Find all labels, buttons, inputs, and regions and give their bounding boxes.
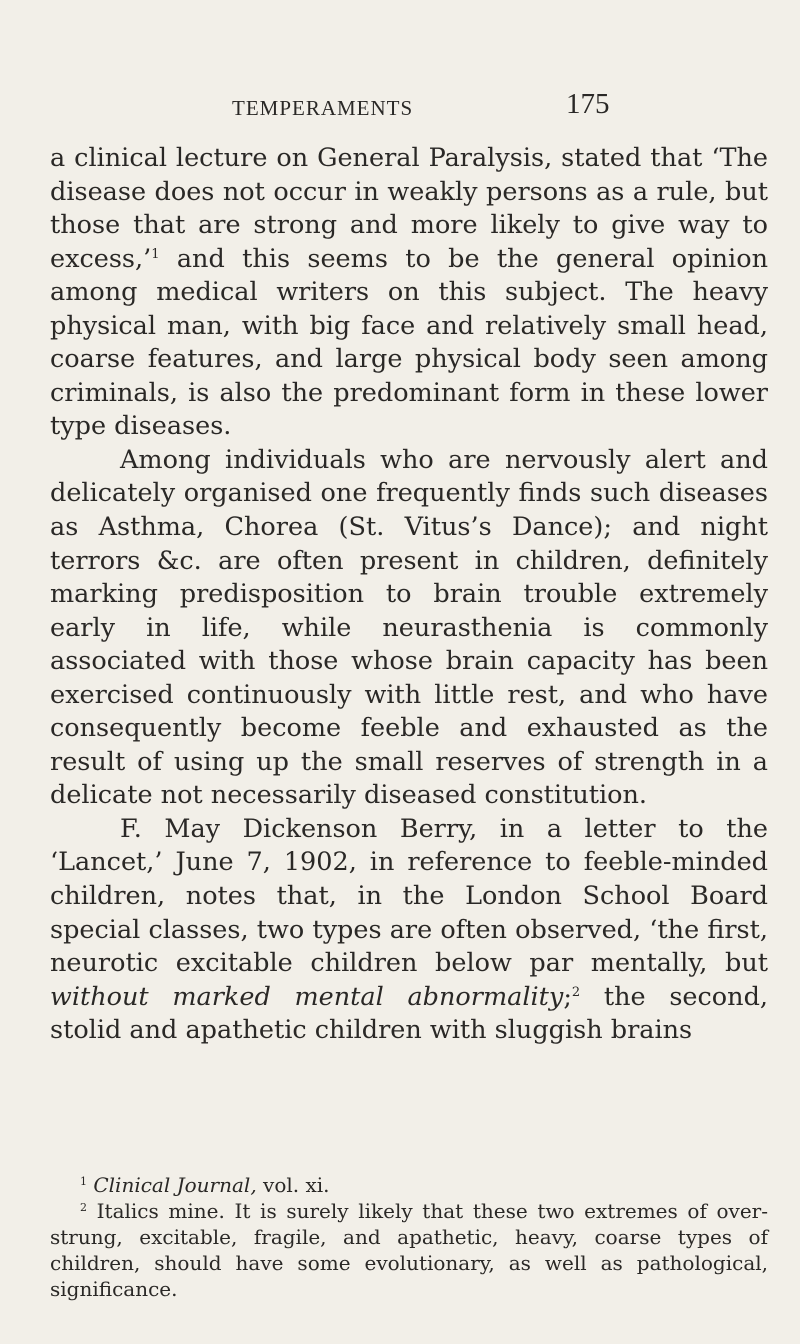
footnote-ref-2: 2 xyxy=(571,984,581,1000)
italic-phrase: without marked mental abnormality xyxy=(50,981,564,1012)
footnote-2 xyxy=(50,1198,768,1302)
footnote-2-text: Italics mine. It is surely likely that these two extremes of over-strung, excitable, fragile, and apathetic, heavy, coarse types of children, should have some evolutionary, as well as pathological, significance. xyxy=(50,1199,768,1301)
body-text xyxy=(50,142,768,1048)
paragraph-3 xyxy=(50,813,768,1048)
footnote-ref-1: 1 xyxy=(151,246,160,262)
paragraph-1-text-cont: and this seems to be the general opinion among medical writers on this subject. The heavy physical man, with big face and relatively small head, coarse features, and large physical body seen among criminals, is also the predominant form in these lower type diseases. xyxy=(50,243,768,442)
paragraph-1 xyxy=(50,142,768,444)
paragraph-3-text: F. May Dickenson Berry, in a letter to the ‘Lancet,’ June 7, 1902, in reference to feeble-minded children, notes that, in the London School Board special classes, two types are often observed, ‘the first, neurotic excitable children below par mentally, but xyxy=(50,813,768,979)
running-head: TEMPERAMENTS xyxy=(232,96,414,120)
paragraph-3-punct: ; xyxy=(563,981,572,1012)
footnote-1 xyxy=(50,1172,768,1198)
footnote-1-marker: 1 xyxy=(80,1175,87,1188)
paragraph-3-text-cont: the second, stolid and apathetic children with sluggish brains xyxy=(50,981,769,1046)
footnote-1-text: vol. xi. xyxy=(256,1173,330,1197)
footnote-2-marker: 2 xyxy=(80,1201,87,1214)
paragraph-1-text: a clinical lecture on General Paralysis, stated that ‘The disease does not occur in weakly persons as a rule, but those that are strong and more likely to give way to excess,’ xyxy=(50,143,768,274)
footnote-1-title: Clinical Journal, xyxy=(93,1173,257,1197)
page-header xyxy=(0,88,800,128)
paragraph-2: Among individuals who are nervously alert and delicately organised one frequently finds such diseases as Asthma, Chorea (St. Vitus’s Dance); and night terrors &c. are often present in children, definitely marking predisposition to brain trouble extremely early in life, while neurasthenia is commonly associated with those whose brain capacity has been exercised continuously with little rest, and who have consequently become feeble and exhausted as the result of using up the small reserves of strength in a delicate not necessarily diseased constitution. xyxy=(50,444,768,811)
page-number: 175 xyxy=(566,88,610,120)
footnotes xyxy=(50,1172,768,1302)
